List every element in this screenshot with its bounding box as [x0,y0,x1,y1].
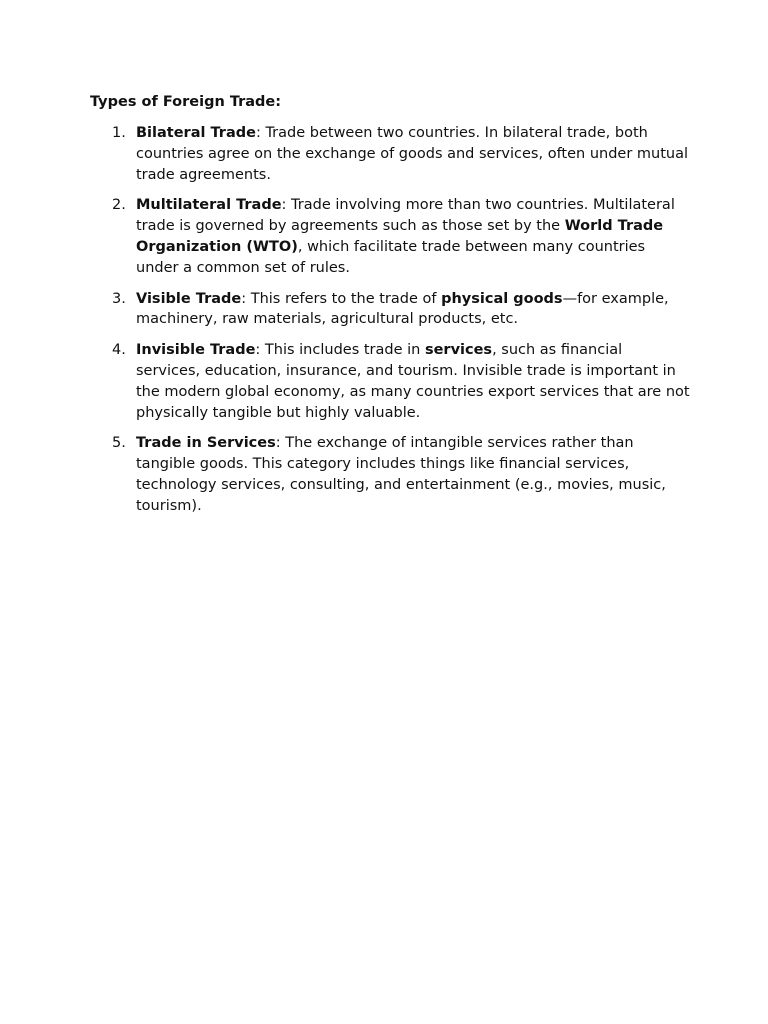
item-text: : Trade involving more than two countries. Multilateral trade is governed by agreements such as those set by the [136,197,675,235]
page-title: Types of Foreign Trade: [90,94,282,110]
item-text: : Trade between two countries. In bilateral trade, both countries agree on the exchange of goods and services, often under mutual trade agreements. [136,125,689,183]
item-text: —for example, machinery, raw materials, agricultural products, etc. [136,290,669,328]
list-number: 4. [112,342,126,359]
term-services: services [424,342,493,359]
item-text: : This refers to the trade of [241,290,442,307]
list-number: 2. [112,197,126,214]
term-trade-in-services: Trade in Services [136,435,276,452]
term-physical-goods: physical goods [441,290,563,307]
item-text: , which facilitate trade between many countries under a common set of rules. [136,238,646,276]
list-item-invisible [90,340,690,423]
list-item-services [90,433,690,516]
trade-types-list [90,123,690,527]
list-item-bilateral [90,123,690,185]
list-number: 3. [112,290,126,307]
list-number: 5. [112,435,126,452]
term-visible-trade: Visible Trade [136,290,242,307]
term-bilateral-trade: Bilateral Trade [136,125,256,141]
term-invisible-trade: Invisible Trade [136,342,256,359]
list-number: 1. [112,125,126,141]
term-multilateral-trade: Multilateral Trade [136,197,282,214]
list-item-multilateral [90,195,690,278]
list-item-visible [90,289,690,331]
item-text: : This includes trade in [255,342,425,359]
term-wto: World Trade Organization (WTO) [136,218,664,255]
item-text: : The exchange of intangible services rather than tangible goods. This category includes things like financial services, technology services, consulting, and entertainment (e.g., movies, music, tourism). [136,435,666,514]
item-text: , such as financial services, education, insurance, and tourism. Invisible trade is important in the modern global economy, as many countries export services that are not physically tangible but highly valuable. [136,342,690,421]
